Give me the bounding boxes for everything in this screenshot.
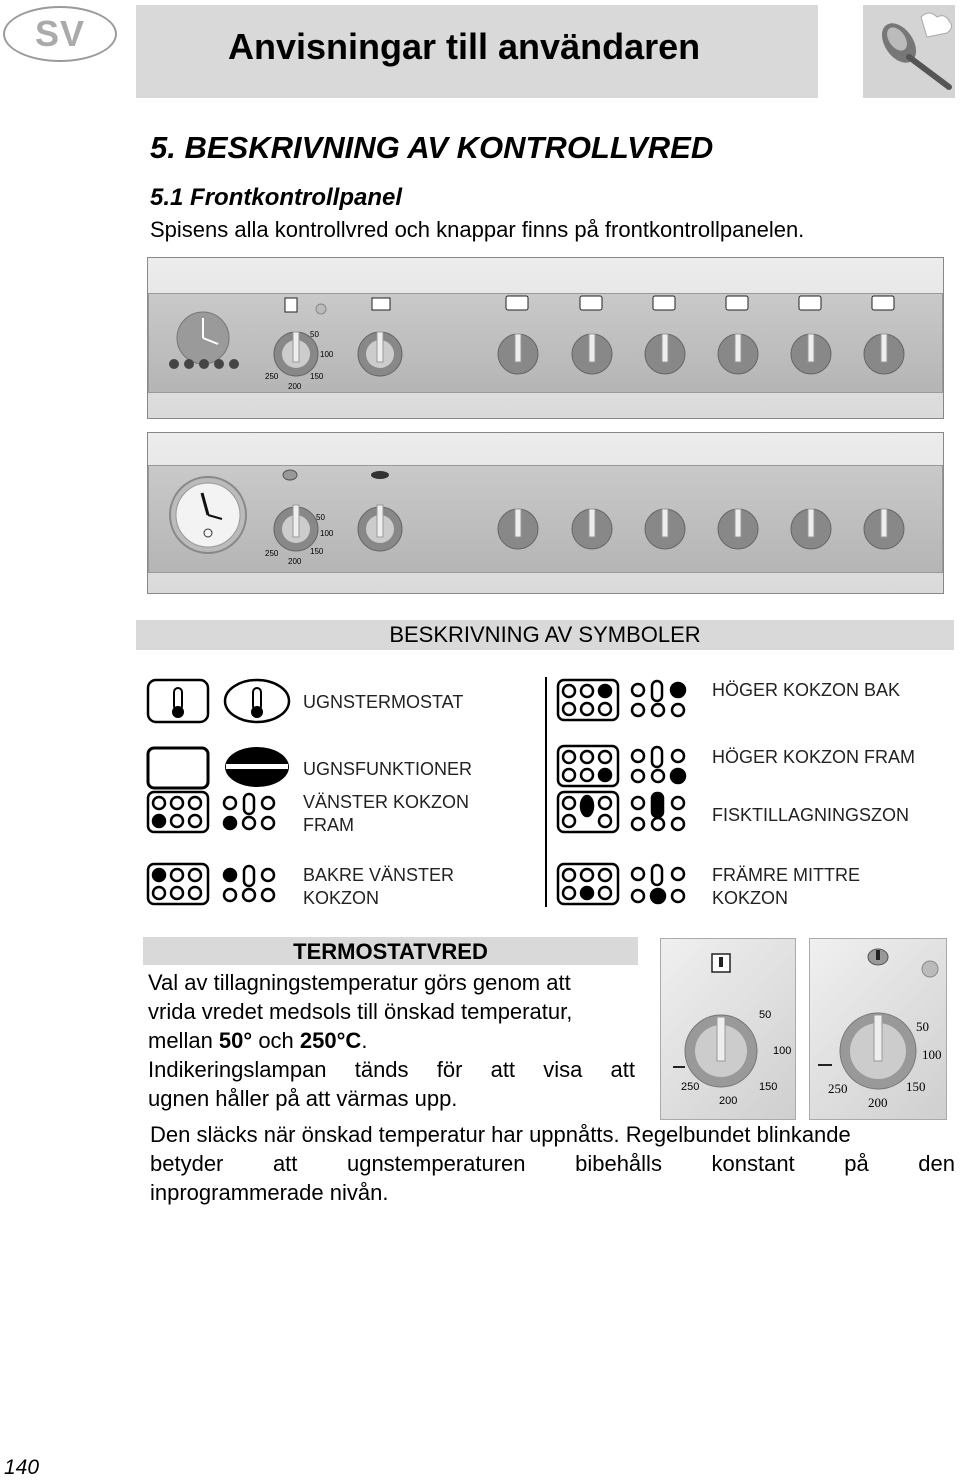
rear-left-burner-icon — [148, 864, 274, 904]
thermostat-bottom-text — [150, 1120, 955, 1207]
thermostat-knob-image-1 — [660, 938, 796, 1120]
scale-150: 150 — [310, 372, 324, 381]
intro-text: Spisens alla kontrollvred och knappar finns på frontkontrollpanelen. — [150, 217, 805, 242]
bottom-line-2: betyder att ugnstemperaturen bibehålls konstant på den — [150, 1151, 955, 1176]
knob1-scale-150: 150 — [759, 1081, 778, 1093]
thermostat-line-2: vrida vredet medsols till önskad temperatur, — [148, 999, 573, 1024]
thermostat-line-5: ugnen håller på att värmas upp. — [148, 1086, 458, 1111]
language-badge: SV — [3, 6, 117, 62]
knob1-scale-50: 50 — [759, 1009, 772, 1021]
scale-150: 150 — [310, 547, 324, 556]
page-number: 140 — [4, 1456, 40, 1479]
knob2-scale-250: 250 — [828, 1081, 848, 1096]
control-panel-2 — [147, 432, 944, 594]
left-symbol-icons — [146, 678, 296, 910]
label-hoger-kokzon-bak: HÖGER KOKZON BAK — [712, 680, 901, 700]
knob1-scale-100: 100 — [773, 1045, 792, 1057]
thermostat-line-4: Indikeringslampan tänds för att visa att — [148, 1057, 635, 1082]
scale-250: 250 — [265, 549, 279, 558]
symbols-header: BESKRIVNING AV SYMBOLER — [136, 620, 954, 650]
oven-function-icon — [148, 747, 289, 788]
scale-50: 50 — [316, 513, 325, 522]
knob2-scale-150: 150 — [906, 1079, 926, 1094]
bottom-line-1: Den släcks när önskad temperatur har uppnåtts. Regelbundet blinkande — [150, 1122, 851, 1147]
scale-200: 200 — [288, 557, 302, 566]
panel-2-graphic — [148, 433, 943, 593]
knob2-scale-200: 200 — [868, 1095, 888, 1110]
rear-right-burner-icon — [558, 680, 685, 720]
thermostat-line-3: mellan 50° och 250°C. — [148, 1028, 368, 1053]
front-right-burner-icon — [558, 746, 685, 786]
right-symbol-icons — [556, 678, 696, 910]
scale-100: 100 — [320, 529, 334, 538]
thermostat-header: TERMOSTATVRED — [143, 937, 638, 965]
bottom-line-3: inprogrammerade nivån. — [150, 1180, 389, 1205]
thermometer-icon — [148, 680, 289, 722]
knob2-scale-50: 50 — [916, 1019, 929, 1034]
control-panel-1 — [147, 257, 944, 419]
knob1-scale-250: 250 — [681, 1081, 700, 1093]
chef-logo — [863, 5, 955, 98]
scale-50: 50 — [310, 330, 319, 339]
thermostat-text — [148, 968, 635, 1113]
label-ugnstermostat: UGNSTERMOSTAT — [303, 692, 464, 712]
front-center-burner-icon — [558, 864, 684, 904]
symbols-divider — [545, 677, 547, 907]
front-left-burner-icon — [148, 792, 274, 832]
label-bakre-vanster-kokzon: BAKRE VÄNSTER KOKZON — [303, 865, 455, 908]
scale-250: 250 — [265, 372, 279, 381]
thermostat-knob-image-2 — [809, 938, 947, 1120]
fish-zone-icon — [558, 792, 684, 832]
subsection-title: 5.1 Frontkontrollpanel — [150, 184, 403, 211]
knob2-scale-100: 100 — [922, 1047, 942, 1062]
scale-100: 100 — [320, 350, 334, 359]
label-fisktillagningszon: FISKTILLAGNINGSZON — [712, 805, 910, 825]
section-title: 5. BESKRIVNING AV KONTROLLVRED — [150, 130, 714, 165]
label-hoger-kokzon-fram: HÖGER KOKZON FRAM — [712, 747, 916, 767]
knob1-scale-200: 200 — [719, 1095, 738, 1107]
thermostat-line-1: Val av tillagningstemperatur görs genom att — [148, 970, 571, 995]
label-vanster-kokzon-fram: VÄNSTER KOKZON FRAM — [303, 792, 470, 835]
label-ugnsfunktioner: UGNSFUNKTIONER — [303, 759, 473, 779]
label-framre-mittre-kokzon: FRÄMRE MITTRE KOKZON — [712, 865, 860, 908]
panel-1-graphic — [148, 258, 943, 418]
scale-200: 200 — [288, 382, 302, 391]
page-title: Anvisningar till användaren — [228, 26, 701, 67]
